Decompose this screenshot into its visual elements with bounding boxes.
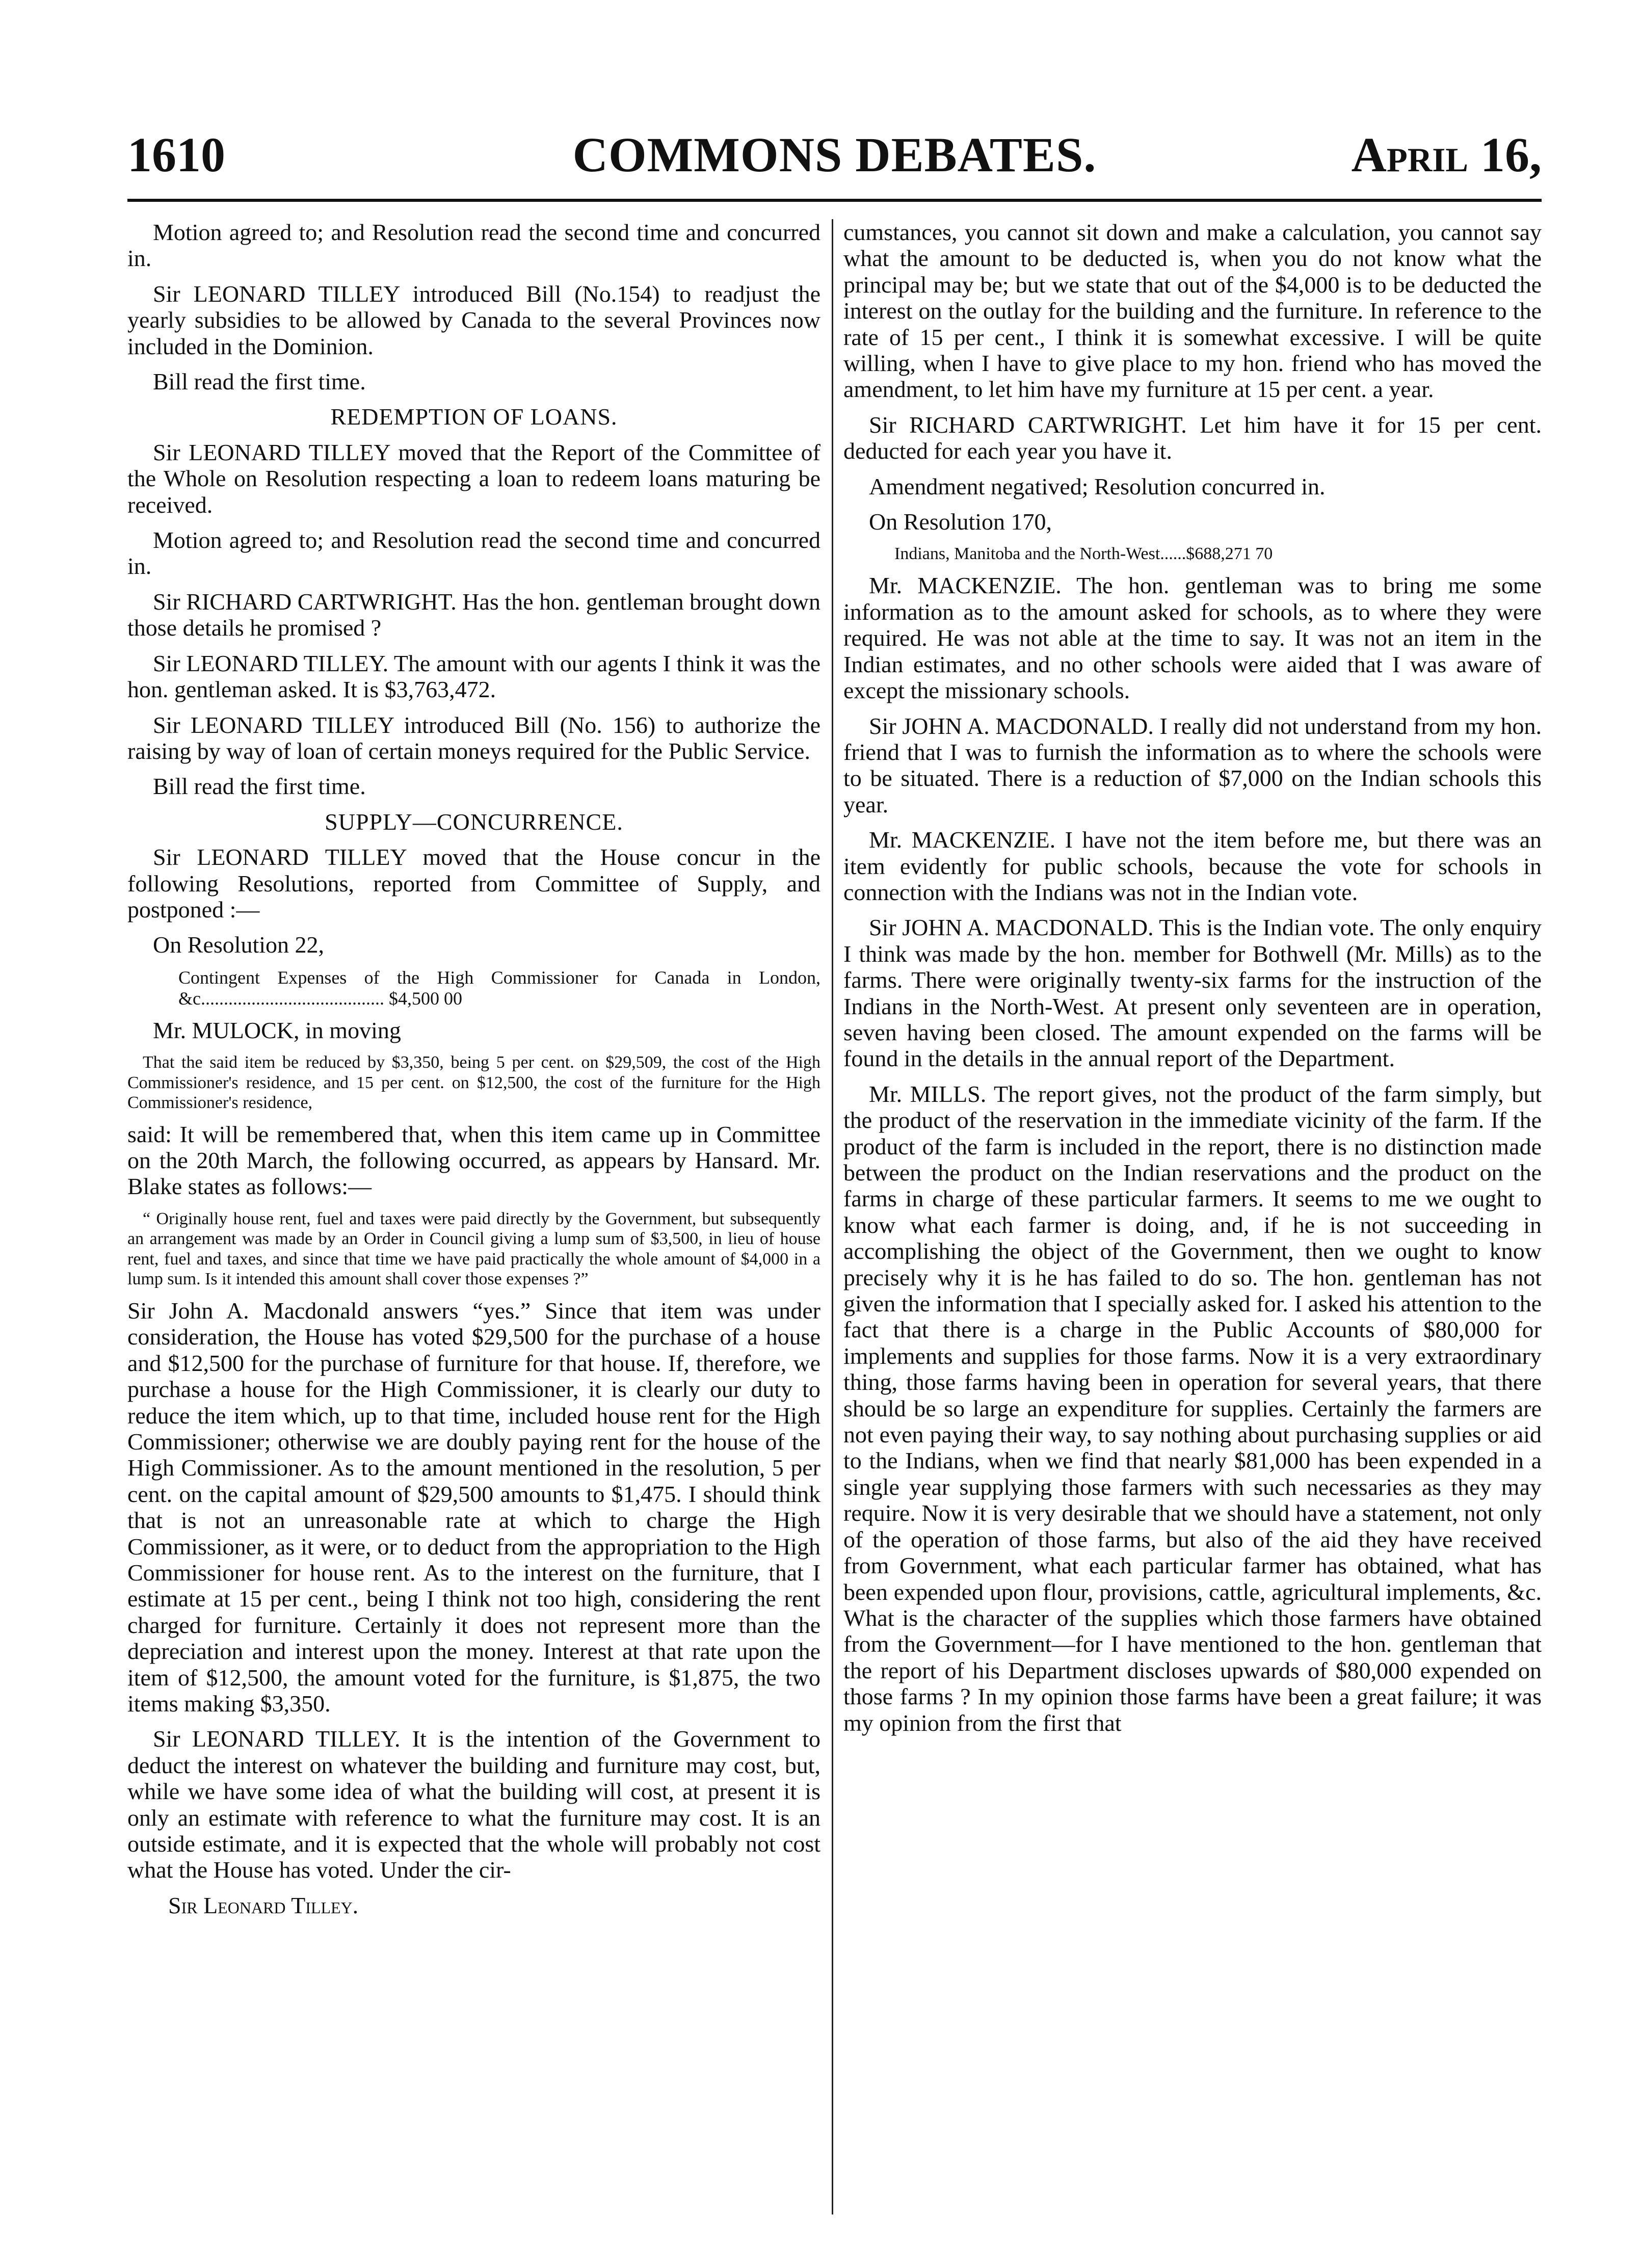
page-number: 1610: [127, 127, 225, 182]
publication-title: COMMONS DEBATES.: [572, 127, 1097, 182]
paragraph: Mr. MACKENZIE. I have not the item before me, but there was an item evidently for public schools, because the vote for schools in connection with the Indians was not in the Indian vote.: [843, 827, 1542, 905]
paragraph: Sir JOHN A. MACDONALD. This is the Indian vote. The only enquiry I think was made by the hon. member for Bothwell (Mr. Mills) as to the farms. There were originally twenty-six farms for the instruction of the Indians in the North-West. At present only seventeen are in operation, seven having been closed. The amount expended on the farms will be found in the details in the annual report of the Department.: [843, 914, 1542, 1072]
paragraph: Bill read the first time.: [153, 773, 366, 800]
catchword: Sir Leonard Tilley.: [168, 1892, 359, 1918]
page-header: [127, 126, 1542, 188]
paragraph: cumstances, you cannot sit down and make a calculation, you cannot say what the amount to be deducted is, when you do not know what the principal may be; but we state that out of the $4,000 is to be deducted the interest on the outlay for the building and the furniture. In reference to the rate of 15 per cent., I think it is somewhat excessive. I will be quite willing, when I have to give place to my hon. friend who has moved the amendment, to let him have my furniture at 15 per cent. a year.: [843, 219, 1542, 403]
paragraph: Motion agreed to; and Resolution read the second time and concurred in.: [127, 219, 820, 272]
paragraph: Sir LEONARD TILLEY. The amount with our agents I think it was the hon. gentleman asked. It is $3,763,472.: [127, 650, 820, 703]
paragraph: Sir RICHARD CARTWRIGHT. Let him have it for 15 per cent. deducted for each year you have it.: [843, 411, 1542, 464]
paragraph: Sir JOHN A. MACDONALD. I really did not understand from my hon. friend that I was to furnish the information as to where the schools were to be situated. There is a reduction of $7,000 on the Indian schools this year.: [843, 713, 1542, 817]
paragraph: On Resolution 22,: [153, 932, 325, 958]
paragraph: Sir LEONARD TILLEY moved that the House concur in the following Resolutions, reported from Committee of Supply, and postponed :—: [127, 844, 820, 922]
paragraph: Sir RICHARD CARTWRIGHT. Has the hon. gentleman brought down those details he promised ?: [127, 588, 820, 641]
motion-text: That the said item be reduced by $3,350, being 5 per cent. on $29,509, the cost of the High Commissioner's residence, and 15 per cent. on $12,500, the cost of the furniture for the High Commissioner's residence,: [127, 1053, 820, 1113]
paragraph: Mr. MILLS. The report gives, not the product of the farm simply, but the product of the reservation in the immediate vicinity of the farm. If the product of the farm is included in the report, there is no distinction made between the product on the Indian reservations and the product on the farms in charge of these particular farmers. It seems to me we ought to know what each farmer is doing, and, if he is not succeeding in accomplishing the object of the Government, then we ought to know precisely why it is he has failed to do so. The hon. gentleman has not given the information that I specially asked for. I asked his attention to the fact that there is a charge in the Public Accounts of $80,000 for implements and supplies for those farms. Now it is a very extraordinary thing, those farms having been in operation for several years, that there should be so large an expenditure for supplies. Certainly the farmers are not even paying their way, to say nothing about purchasing supplies or aid to the Indians, when we find that nearly $81,000 has been expended in a single year supplying those farmers with such necessaries as they may require. Now it is very desirable that we should have a statement, not only of the operation of those farms, but also of the aid they have received from Government, what each particular farmer has obtained, what has been expended upon flour, provisions, cattle, agricultural implements, &c. What is the character of the supplies which those farmers have obtained from the Government—for I have mentioned to the hon. gentleman that the report of his Department discloses upwards of $80,000 expended on those farms ? In my opinion those farms have been a great failure; it was my opinion from the first that: [843, 1080, 1542, 1736]
quotation: “ Originally house rent, fuel and taxes were paid directly by the Government, but subsequently an arrangement was made by an Order in Council giving a lump sum of $3,500, in lieu of house rent, fuel and taxes, and since that time we have paid practically the whole amount of $4,000 in a lump sum. Is it intended this amount shall cover those expenses ?”: [127, 1209, 820, 1289]
paragraph: said: It will be remembered that, when this item came up in Committee on the 20th March, the following occurred, as appears by Hansard. Mr. Blake states as follows:—: [127, 1121, 820, 1200]
paragraph: Sir LEONARD TILLEY introduced Bill (No. 156) to authorize the raising by way of loan of certain moneys required for the Public Service.: [127, 711, 820, 764]
header-date: April 16,: [1351, 127, 1542, 182]
estimate-item: Indians, Manitoba and the North-West......$688,271 70: [894, 544, 1273, 564]
paragraph: Sir John A. Macdonald answers “yes.” Since that item was under consideration, the House has voted $29,500 for the purchase of a house and $12,500 for the purchase of furniture for that house. If, therefore, we purchase a house for the High Commissioner, it is clearly our duty to reduce the item which, up to that time, included house rent for the High Commissioner; otherwise we are doubly paying rent for the house of the High Commissioner. As to the amount mentioned in the resolution, 5 per cent. on the capital amount of $29,500 amounts to $1,475. I should think that is not an unreasonable rate at which to charge the High Commissioner, as it were, or to deduct from the appropriation to the High Commissioner for house rent. As to the interest on the furniture, that I estimate at 15 per cent., being I think not too high, considering the rent charged for furniture. Certainly it does not represent more than the depreciation and interest upon the money. Interest at that rate upon the item of $12,500, the amount voted for the furniture, is $1,875, the two items making $3,350.: [127, 1297, 820, 1717]
paragraph: On Resolution 170,: [869, 509, 1052, 535]
column-divider: [832, 219, 833, 2214]
paragraph: Bill read the first time.: [153, 368, 366, 395]
paragraph: Sir LEONARD TILLEY moved that the Report of the Committee of the Whole on Resolution respecting a loan to redeem loans maturing be received.: [127, 439, 820, 518]
paragraph: Sir LEONARD TILLEY. It is the intention of the Government to deduct the interest on whatever the building and furniture may cost, but, while we have some idea of what the building will cost, at present it is only an estimate with reference to what the furniture may cost. It is an outside estimate, and it is expected that the whole will probably not cost what the House has voted. Under the cir-: [127, 1726, 820, 1883]
paragraph: Sir LEONARD TILLEY introduced Bill (No.154) to readjust the yearly subsidies to be allowed by Canada to the several Provinces now included in the Dominion.: [127, 280, 820, 359]
paragraph: Amendment negatived; Resolution concurred in.: [869, 473, 1326, 499]
section-heading: REDEMPTION OF LOANS.: [330, 404, 618, 430]
section-heading: SUPPLY—CONCURRENCE.: [325, 808, 623, 835]
paragraph: Mr. MULOCK, in moving: [153, 1017, 401, 1043]
paragraph: Mr. MACKENZIE. The hon. gentleman was to bring me some information as to the amount asked for schools, as to where they were required. He was not able at the time to say. It was not an item in the Indian estimates, and no other schools were aided that I was aware of except the missionary schools.: [843, 572, 1542, 704]
estimate-item: Contingent Expenses of the High Commissioner for Canada in London, &c........................................ $4,500 00: [178, 967, 820, 1009]
paragraph: Motion agreed to; and Resolution read the second time and concurred in.: [127, 527, 820, 579]
left-column: [127, 219, 820, 1928]
header-rule: [127, 199, 1542, 202]
right-column: [843, 219, 1542, 1745]
